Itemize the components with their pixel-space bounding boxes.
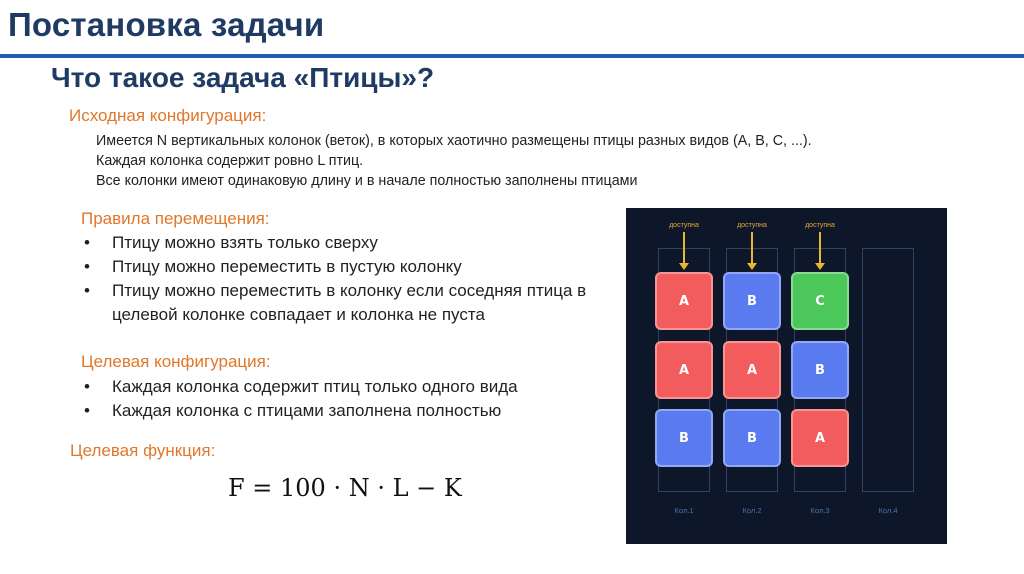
bird-tile: B [655, 409, 713, 467]
slide-title: Постановка задачи [8, 6, 325, 43]
bullet: • [84, 401, 90, 420]
rule-text: Птицу можно переместить в колонку если соседняя птица в целевой колонке совпадает и колонка не пуста [112, 281, 587, 324]
list-item [84, 231, 604, 255]
down-arrow-icon [683, 232, 685, 264]
bullet: • [84, 233, 90, 252]
bird-tile: B [791, 341, 849, 399]
target-text: Каждая колонка содержит птиц только одного вида [112, 377, 518, 396]
column-label: Кол.4 [878, 506, 898, 515]
bullet: • [84, 377, 90, 396]
bird-tile: B [723, 272, 781, 330]
bird-tile: A [723, 341, 781, 399]
column-label: Кол.3 [810, 506, 830, 515]
down-arrow-icon [819, 232, 821, 264]
list-item [84, 255, 604, 279]
list-item [84, 399, 604, 423]
initial-line: Имеется N вертикальных колонок (веток), в которых хаотично размещены птицы разных видов (A, B, C, ...). [96, 133, 812, 149]
available-label: доступна [737, 222, 767, 229]
column-label: Кол.1 [674, 506, 694, 515]
rule-text: Птицу можно взять только сверху [112, 233, 378, 252]
rules-list [84, 231, 604, 327]
rule-text: Птицу можно переместить в пустую колонку [112, 257, 462, 276]
list-item [84, 375, 604, 399]
bullet: • [84, 281, 90, 300]
initial-line: Все колонки имеют одинаковую длину и в начале полностью заполнены птицами [96, 173, 638, 189]
objective-heading: Целевая функция: [70, 441, 216, 460]
initial-line: Каждая колонка содержит ровно L птиц. [96, 153, 364, 169]
target-heading: Целевая конфигурация: [81, 352, 271, 371]
available-label: доступна [669, 222, 699, 229]
bird-tile: A [655, 272, 713, 330]
list-item [84, 279, 604, 327]
bird-tile: B [723, 409, 781, 467]
target-list [84, 375, 604, 423]
available-label: доступна [805, 222, 835, 229]
rules-heading: Правила перемещения: [81, 209, 270, 228]
birds-diagram [626, 208, 947, 544]
initial-config-text [96, 131, 812, 191]
bird-tile: A [791, 409, 849, 467]
bullet: • [84, 257, 90, 276]
objective-formula: F = 100 · N · L − K [228, 474, 462, 502]
column-slot [862, 248, 914, 492]
down-arrow-icon [751, 232, 753, 264]
slide-subtitle: Что такое задача «Птицы»? [51, 62, 435, 93]
initial-config-heading: Исходная конфигурация: [69, 106, 267, 125]
bird-tile: C [791, 272, 849, 330]
bird-tile: A [655, 341, 713, 399]
target-text: Каждая колонка с птицами заполнена полностью [112, 401, 502, 420]
column-label: Кол.2 [742, 506, 762, 515]
title-rule [0, 54, 1024, 58]
